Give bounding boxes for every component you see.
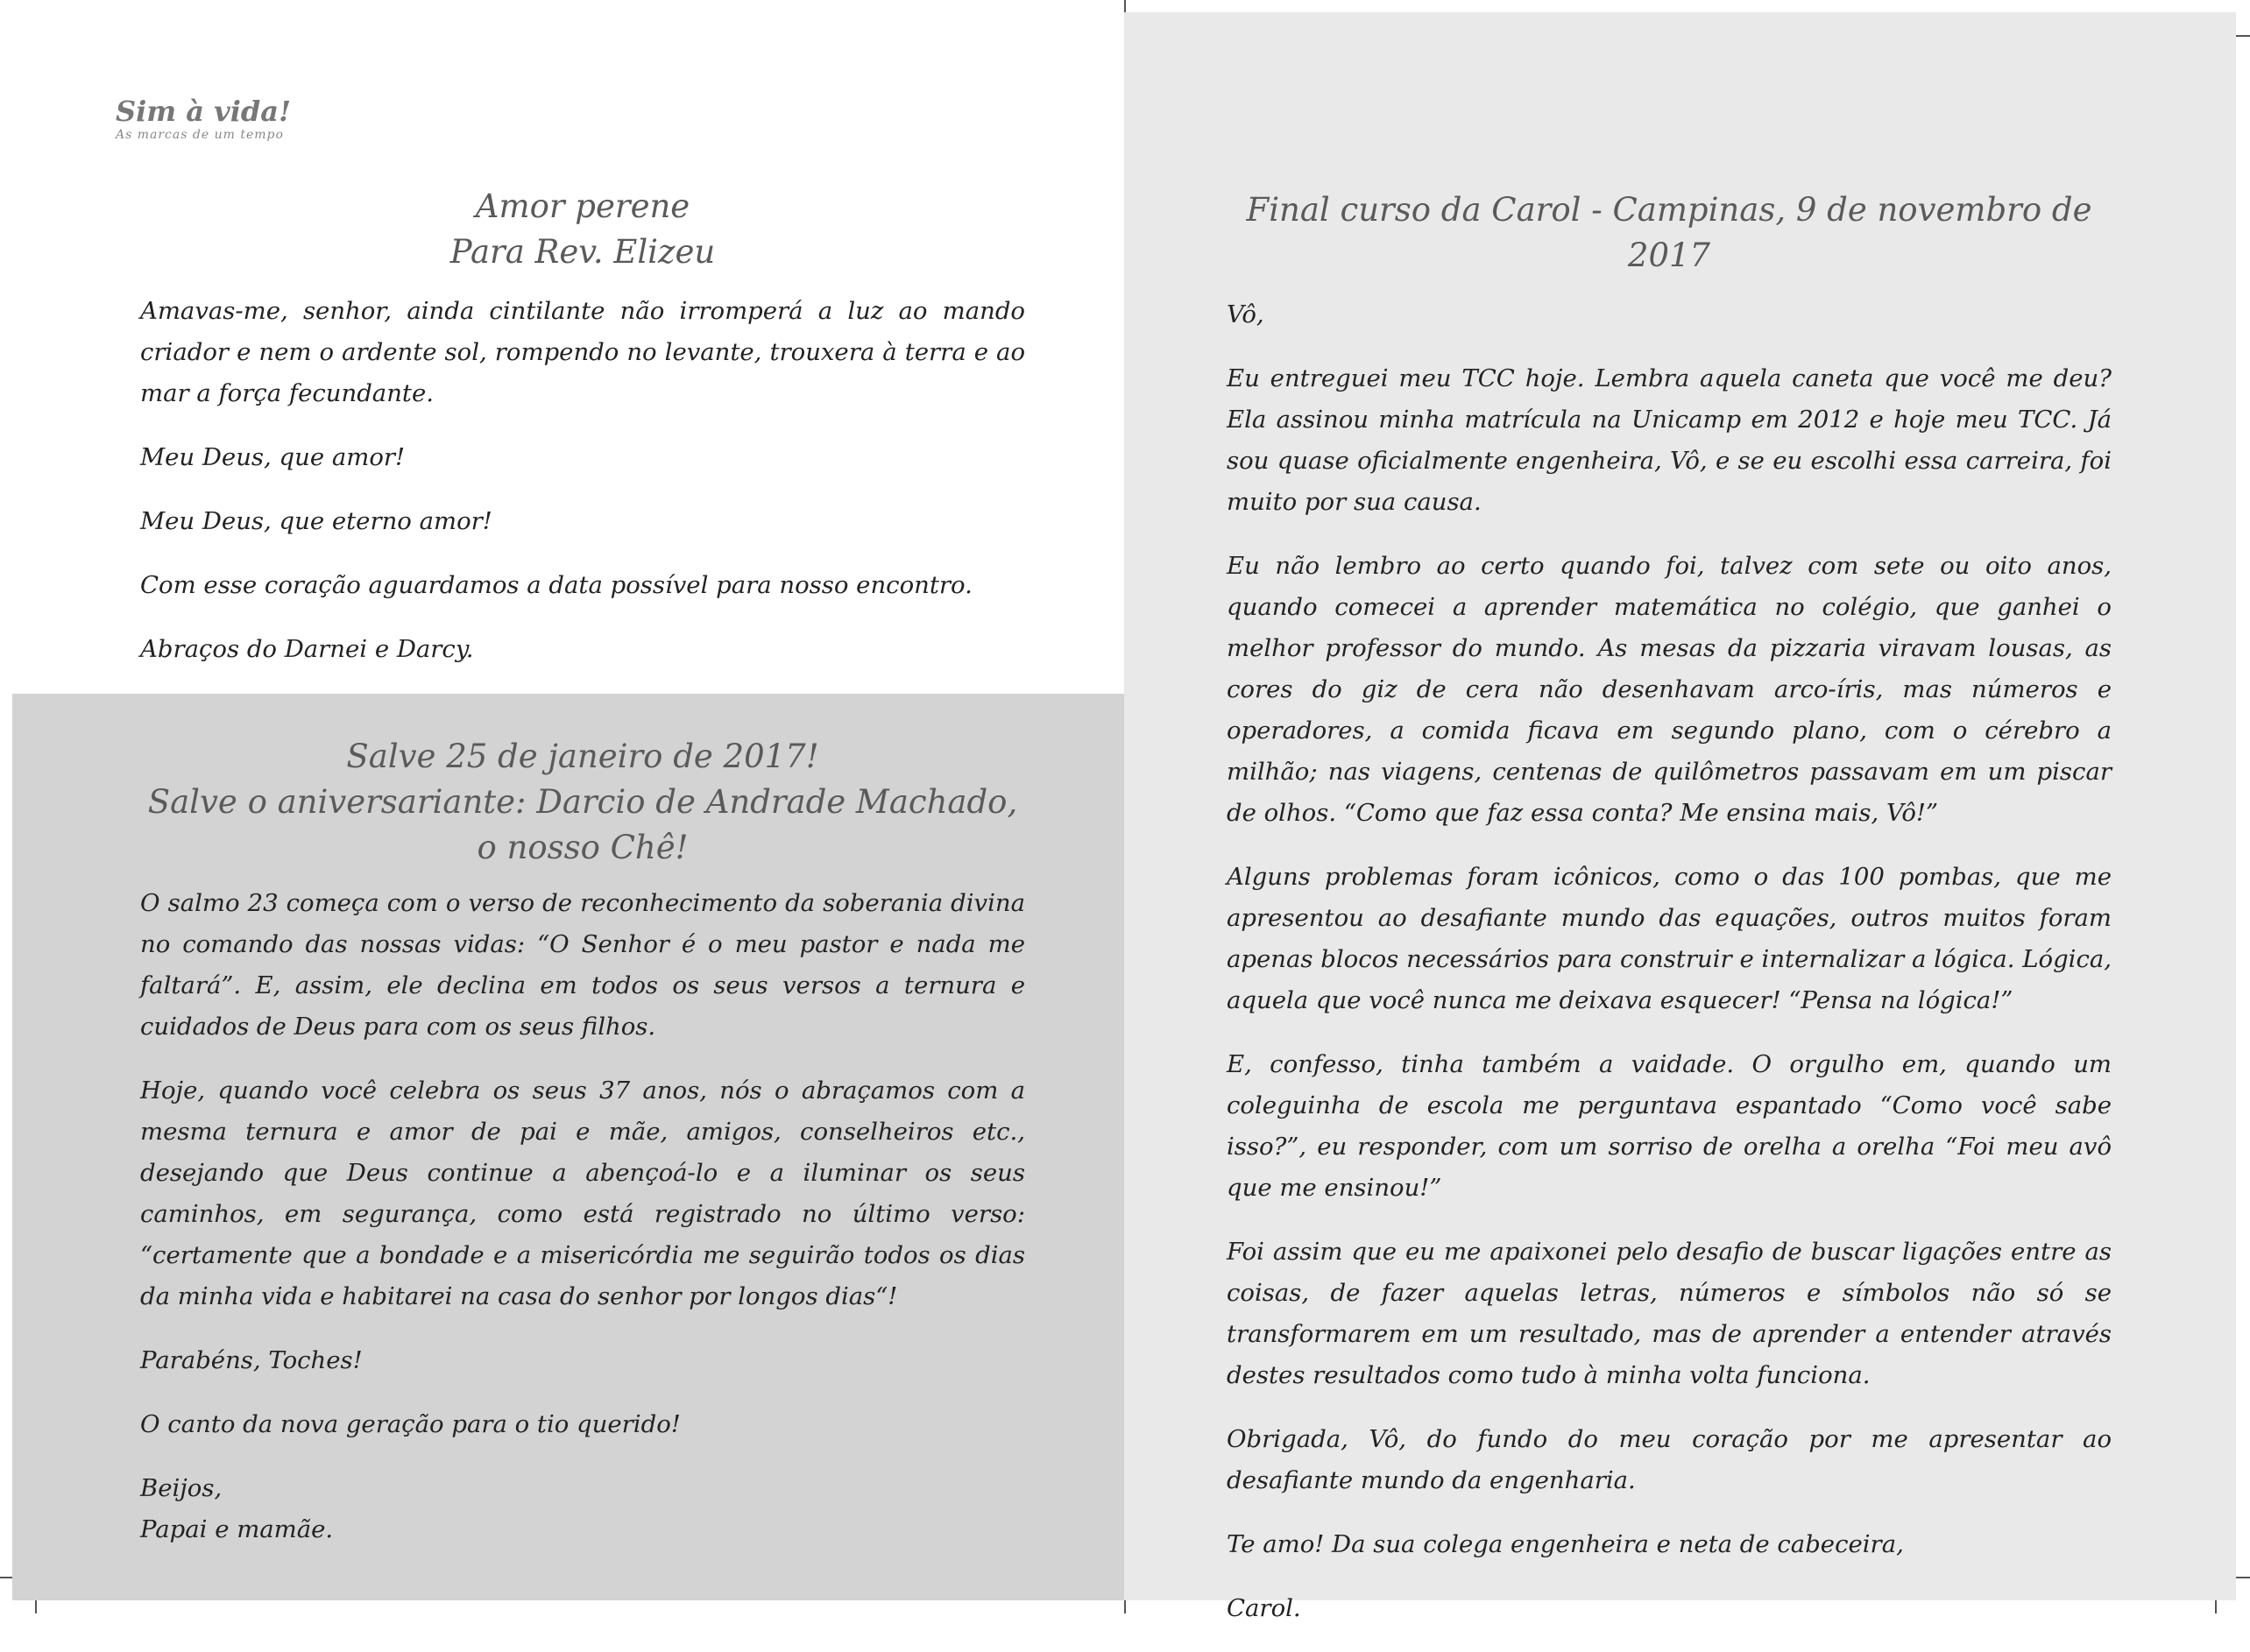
paragraph: Carol. <box>1227 1594 1301 1622</box>
paragraph: Abraços do Darnei e Darcy. <box>140 635 474 663</box>
paragraph: O salmo 23 começa com o verso de reconhecimento da soberania divina no comando das nossas vidas: “O Senhor é o meu pastor e nada me faltará”. E, assim, ele declina em todos os seus versos a ternura e cuidados de Deus para com os seus filhos. <box>140 889 1025 1041</box>
title-line: Amor perene <box>475 187 690 225</box>
paragraph: Meu Deus, que amor! <box>140 443 406 471</box>
section-amor-perene <box>140 184 1025 693</box>
paragraph: O canto da nova geração para o tio querido! <box>140 1410 681 1438</box>
paragraph: Eu entreguei meu TCC hoje. Lembra aquela caneta que você me deu? Ela assinou minha matrícula na Unicamp em 2012 e hoje meu TCC. Já sou quase oficialmente engenheira, Vô, e se eu escolhi essa carreira, foi muito por sua causa. <box>1227 364 2112 516</box>
title-line: Salve o aniversariante: Darcio de Andrade Machado, o nosso Chê! <box>147 783 1018 866</box>
paragraph: Com esse coração aguardamos a data possível para nosso encontro. <box>140 571 973 599</box>
paragraph: Obrigada, Vô, do fundo do meu coração por me apresentar ao desafiante mundo da engenharia. <box>1227 1425 2112 1494</box>
title-line: Para Rev. Elizeu <box>449 233 716 271</box>
paragraph: Hoje, quando você celebra os seus 37 anos, nós o abraçamos com a mesma ternura e amor de pai e mãe, amigos, conselheiros etc., desejando que Deus continue a abençoá-lo e a iluminar os seus caminhos, em segurança, como está registrado no último verso: “certamente que a bondade e a misericórdia me seguirão todos os dias da minha vida e habitarei na casa do senhor por longos dias“! <box>140 1077 1025 1310</box>
title-line: Salve 25 de janeiro de 2017! <box>346 738 819 775</box>
paragraph: Te amo! Da sua colega engenheira e neta de cabeceira, <box>1227 1530 1904 1558</box>
paragraph: Meu Deus, que eterno amor! <box>140 507 492 535</box>
paragraph: E, confesso, tinha também a vaidade. O orgulho em, quando um coleguinha de escola me perguntava espantado “Como você sabe isso?”, eu responder, com um sorriso de orelha a orelha “Foi meu avô que me ensinou!” <box>1227 1050 2112 1202</box>
section-title <box>140 184 1025 275</box>
paragraph: Vô, <box>1227 300 1264 328</box>
running-head <box>116 95 291 142</box>
paragraph: Parabéns, Toches! <box>140 1346 363 1374</box>
book-title: Sim à vida! <box>116 95 292 128</box>
paragraph: Alguns problemas foram icônicos, como o das 100 pombas, que me apresentou ao desafiante mundo das equações, outros muitos foram apenas blocos necessários para construir e internalizar a lógica. Lógica, aquela que você nunca me deixava esquecer! “Pensa na lógica!” <box>1227 863 2112 1014</box>
paragraph: Eu não lembro ao certo quando foi, talvez com sete ou oito anos, quando comecei a aprender matemática no colégio, que ganhei o melhor professor do mundo. As mesas da pizzaria viravam lousas, as cores do giz de cera não desenhavam arco-íris, mas números e operadores, a comida ficava em segundo plano, com o cérebro a milhão; nas viagens, centenas de quilômetros passavam em um piscar de olhos. “Como que faz essa conta? Me ensina mais, Vô!” <box>1227 552 2112 827</box>
section-final-curso <box>1227 187 2112 1652</box>
paragraph: Foi assim que eu me apaixonei pelo desafio de buscar ligações entre as coisas, de fazer aquelas letras, números e símbolos não só se transformarem em um resultado, mas de aprender a entender através destes resultados como tudo à minha volta funciona. <box>1227 1238 2112 1389</box>
section-title: Final curso da Carol - Campinas, 9 de novembro de 2017 <box>1246 191 2092 274</box>
section-title <box>140 734 1025 871</box>
closing-line: Beijos, <box>140 1474 223 1502</box>
paragraph: Amavas-me, senhor, ainda cintilante não irromperá a luz ao mando criador e nem o ardente sol, rompendo no levante, trouxera à terra e ao mar a força fecundante. <box>140 297 1025 407</box>
book-subtitle: As marcas de um tempo <box>116 128 284 142</box>
closing-line: Papai e mamãe. <box>140 1515 334 1543</box>
section-salve-aniversario <box>140 734 1025 1573</box>
